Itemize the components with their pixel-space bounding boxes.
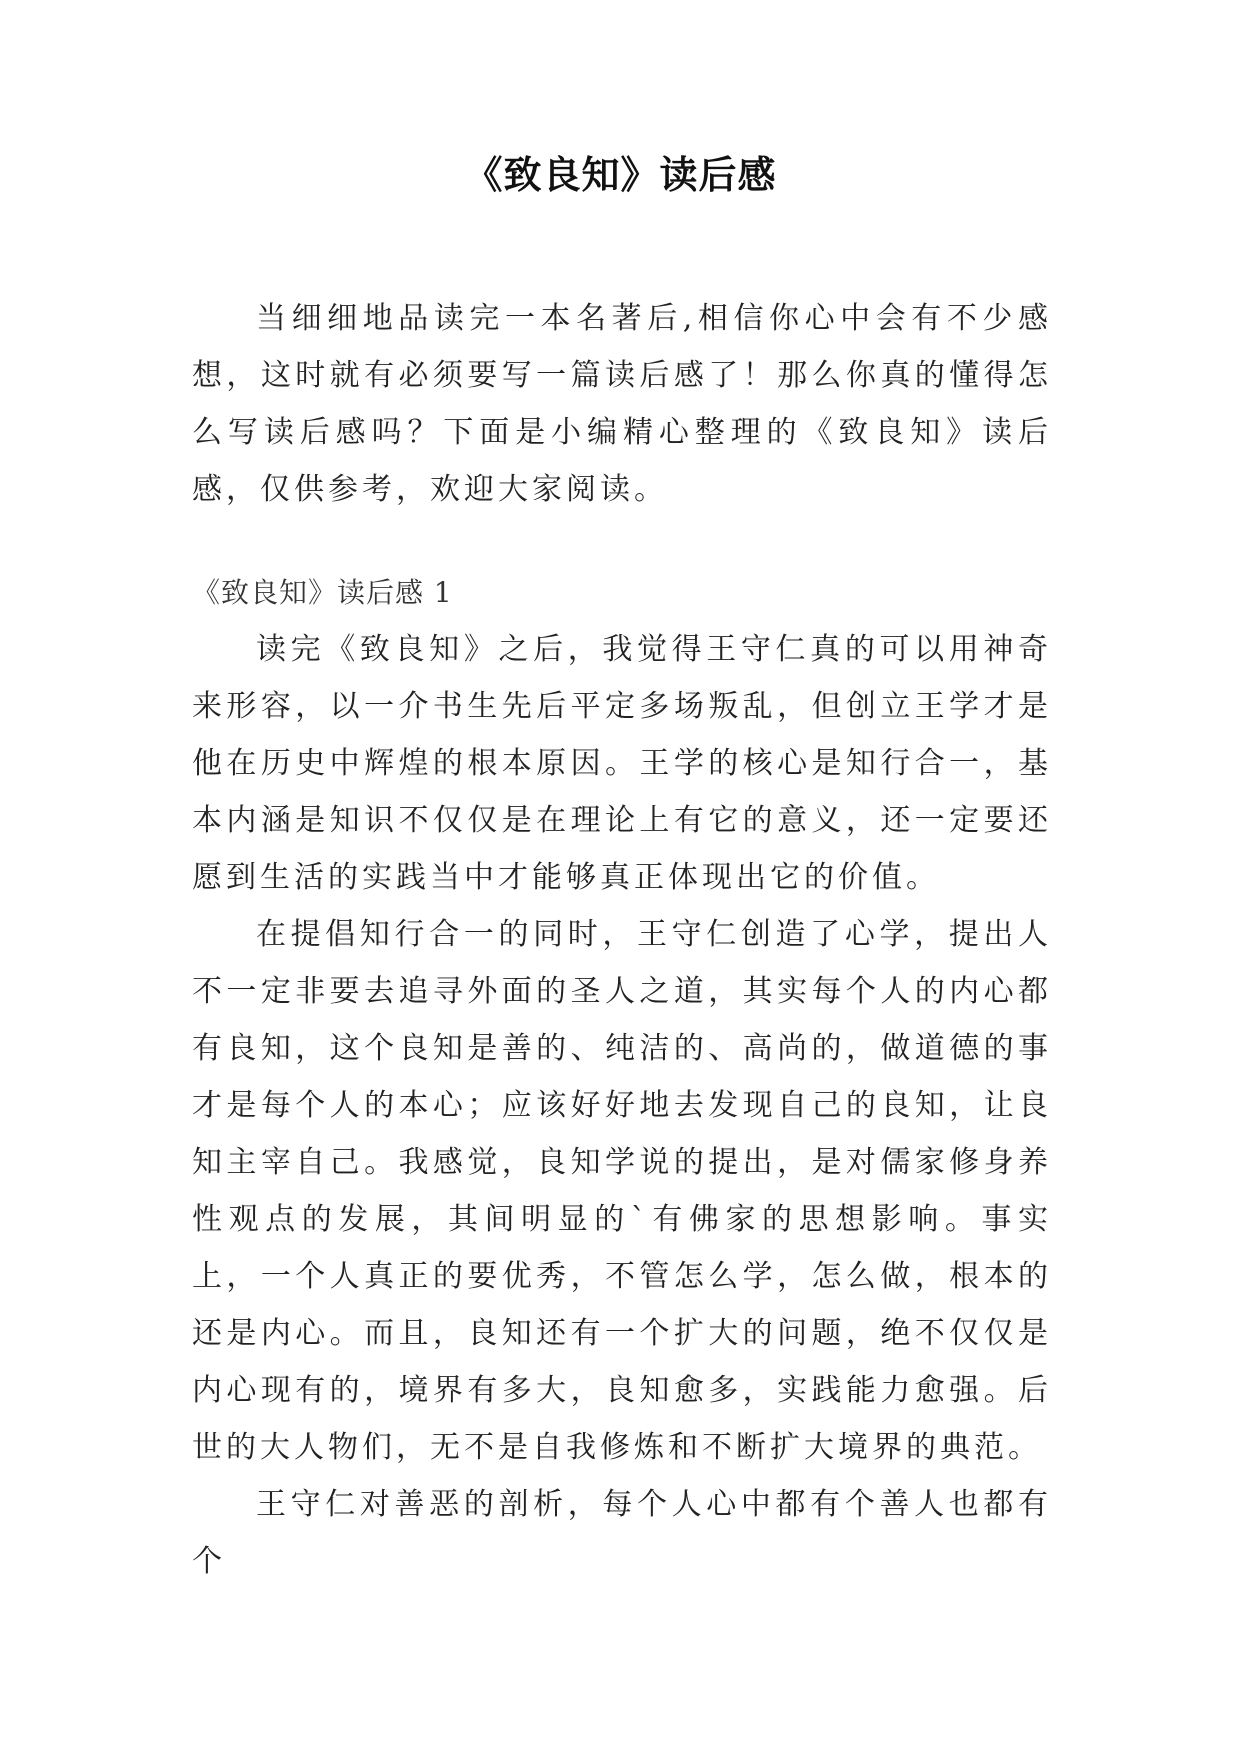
spacer <box>192 518 1052 564</box>
document-title: 《致良知》读后感 <box>464 153 777 197</box>
section-heading: 《致良知》读后感 1 <box>192 576 453 609</box>
body-paragraph-3: 王守仁对善恶的剖析，每个人心中都有个善人也都有个 <box>192 1487 1052 1579</box>
body-paragraph-1: 读完《致良知》之后，我觉得王守仁真的可以用神奇来形容，以一介书生先后平定多场叛乱，但创立王学才是他在历史中辉煌的根本原因。王学的核心是知行合一，基本内涵是知识不仅仅是在理论上有它的意义，还一定要还愿到生活的实践当中才能够真正体现出它的价值。 <box>192 632 1052 895</box>
intro-paragraph: 当细细地品读完一本名著后,相信你心中会有不少感想，这时就有必须要写一篇读后感了！那么你真的懂得怎么写读后感吗？下面是小编精心整理的《致良知》读后感，仅供参考，欢迎大家阅读。 <box>192 301 1052 507</box>
body-paragraph-2: 在提倡知行合一的同时，王守仁创造了心学，提出人不一定非要去追寻外面的圣人之道，其实每个人的内心都有良知，这个良知是善的、纯洁的、高尚的，做道德的事才是每个人的本心；应该好好地去发现自己的良知，让良知主宰自己。我感觉，良知学说的提出，是对儒家修身养性观点的发展，其间明显的`有佛家的思想影响。事实上，一个人真正的要优秀，不管怎么学，怎么做，根本的还是内心。而且，良知还有一个扩大的问题，绝不仅仅是内心现有的，境界有多大，良知愈多，实践能力愈强。后世的大人物们，无不是自我修炼和不断扩大境界的典范。 <box>192 917 1052 1465</box>
document-body <box>192 290 1052 1590</box>
